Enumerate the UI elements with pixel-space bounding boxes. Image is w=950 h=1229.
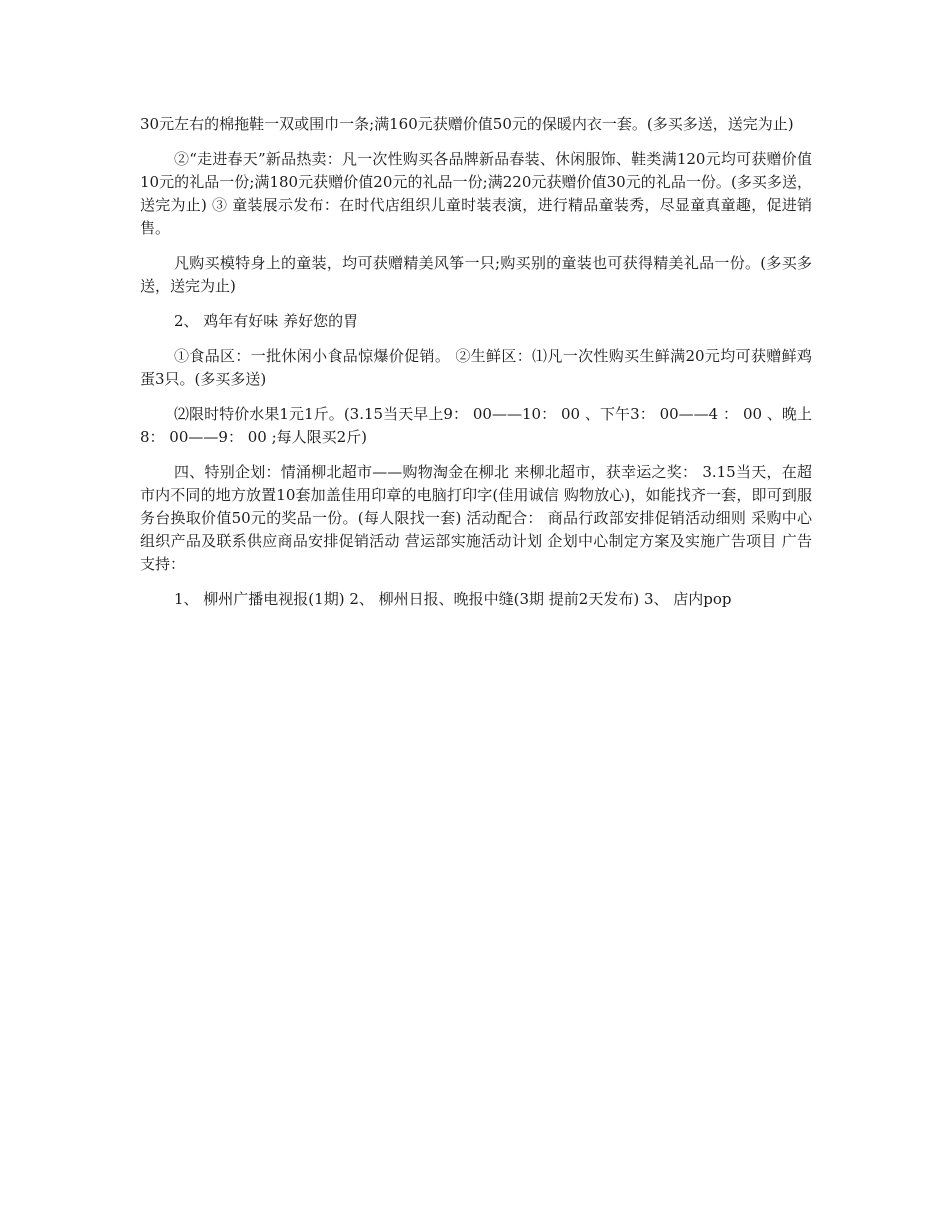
paragraph-spring-promotion: ②“走进春天”新品热卖：凡一次性购买各品牌新品春装、休闲服饰、鞋类满120元均可获赠价值10元的礼品一份;满180元获赠价值20元的礼品一份;满220元获赠价值30元的礼品一份。(多买多送，送完为止) ③ 童装展示发布：在时代店组织儿童时装表演，进行精品童装秀，尽显童真童趣，促进销售。 [140,150,812,237]
paragraph-gift-continuation: 30元左右的棉拖鞋一双或围巾一条;满160元获赠价值50元的保暖内衣一套。(多买多送，送完为止) [140,115,794,133]
paragraph-fruit-special: ⑵限时特价水果1元1斤。(3.15当天早上9： 00——10： 00 、下午3： 00——4 ： 00 、晚上8： 00——9： 00 ;每人限买2斤) [140,405,812,446]
paragraph-special-planning: 四、特别企划：情涌柳北超市——购物淘金在柳北 来柳北超市，获幸运之奖： 3.15当天，在超市内不同的地方放置10套加盖佳用印章的电脑打印字(佳用诚信 购物放心)，如能找齐一套，即可到服务台换取价值50元的奖品一份。(每人限找一套) 活动配合： 商品行政部安排促销活动细则 采购中心组织产品及联系供应商品安排促销活动 营运部实施活动计划 企划中心制定方案及实施广告项目 广告支持： [140,463,812,573]
document-body [140,113,812,623]
paragraph-childrens-clothing: 凡购买模特身上的童装，均可获赠精美风筝一只;购买别的童装也可获得精美礼品一份。(多买多送，送完为止) [140,254,812,295]
section-heading-food: 2、 鸡年有好味 养好您的胃 [174,312,359,330]
paragraph-advertising-list: 1、 柳州广播电视报(1期) 2、 柳州日报、晚报中缝(3期 提前2天发布) 3、 店内pop [174,590,732,608]
paragraph-food-fresh-area: ①食品区：一批休闲小食品惊爆价促销。 ②生鲜区：⑴凡一次性购买生鲜满20元均可获赠鲜鸡蛋3只。(多买多送) [140,347,812,388]
